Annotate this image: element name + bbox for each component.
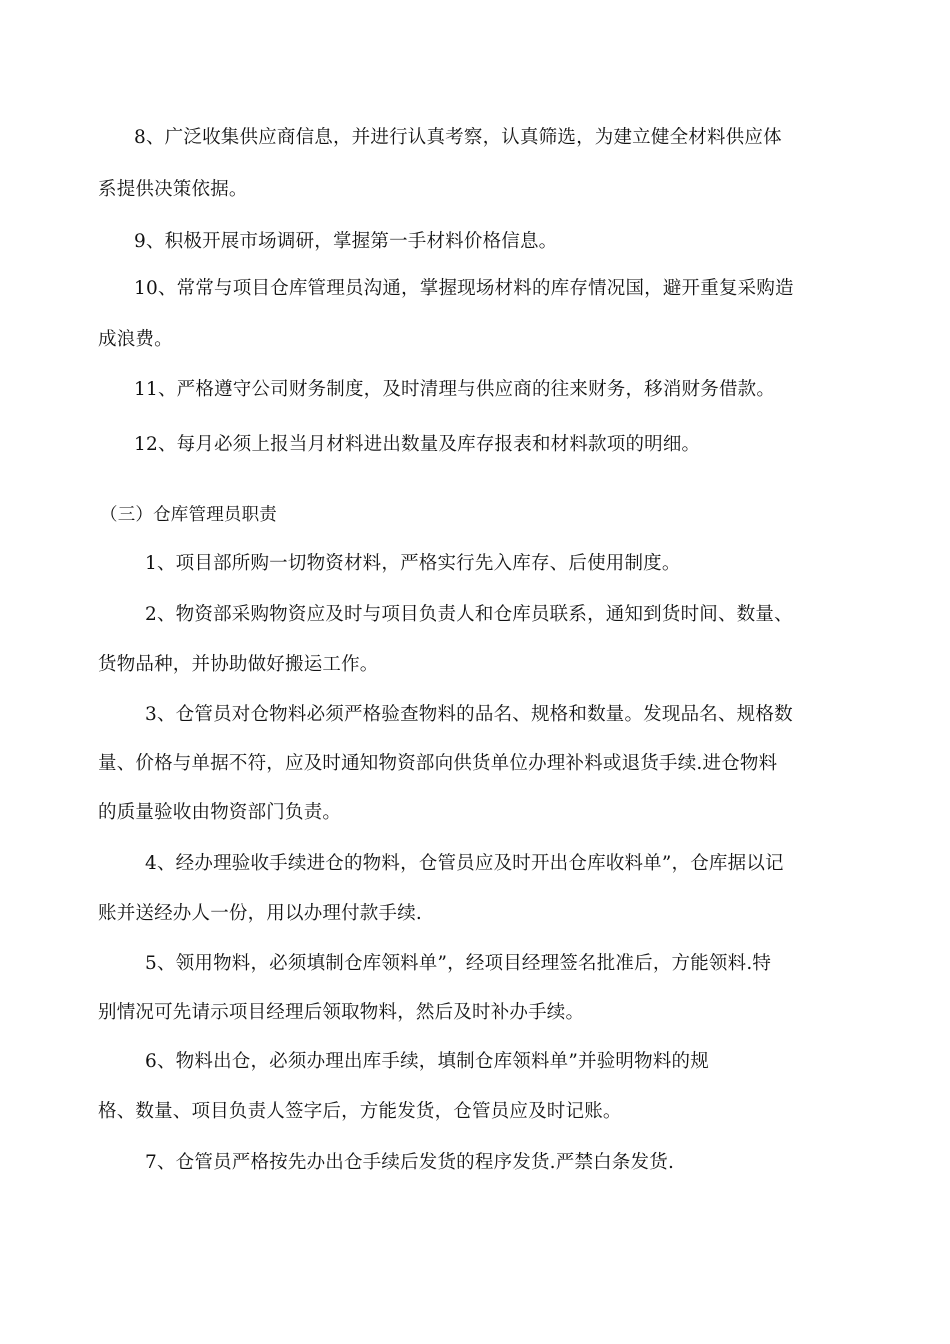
section-heading: （三）仓库管理员职责: [100, 505, 277, 525]
paragraph-9-line-1: 9、积极开展市场调研，掌握第一手材料价格信息。: [134, 231, 558, 252]
paragraph-12-line-1: 12、每月必须上报当月材料进出数量及库存报表和材料款项的明细。: [134, 434, 701, 455]
paragraph-8-line-2: 系提供决策依据。: [98, 179, 248, 200]
duty-3-line-1: 3、仓管员对仓物料必须严格验查物料的品名、规格和数量。发现品名、规格数: [145, 704, 793, 725]
paragraph-10-line-1: 10、常常与项目仓库管理员沟通，掌握现场材料的库存情况国，避开重复采购造: [134, 278, 794, 299]
paragraph-11-line-1: 11、严格遵守公司财务制度，及时清理与供应商的往来财务，移消财务借款。: [134, 379, 776, 400]
duty-6-line-1: 6、物料出仓，必须办理出库手续，填制仓库领料单”并验明物料的规: [145, 1051, 709, 1072]
duty-2-line-1: 2、物资部采购物资应及时与项目负责人和仓库员联系，通知到货时间、数量、: [145, 604, 793, 625]
duty-2-line-2: 货物品种，并协助做好搬运工作。: [98, 654, 379, 675]
duty-4-line-2: 账并送经办人一份，用以办理付款手续.: [98, 903, 422, 924]
paragraph-10-line-2: 成浪费。: [98, 329, 173, 350]
duty-3-line-3: 的质量验收由物资部门负责。: [98, 802, 342, 823]
duty-6-line-2: 格、数量、项目负责人签字后，方能发货，仓管员应及时记账。: [98, 1101, 622, 1122]
duty-1-line-1: 1、项目部所购一切物资材料，严格实行先入库存、后使用制度。: [145, 553, 681, 574]
paragraph-8-line-1: 8、广泛收集供应商信息，并进行认真考察，认真筛选，为建立健全材料供应体: [134, 127, 782, 148]
duty-7-line-1: 7、仓管员严格按先办出仓手续后发货的程序发货.严禁白条发货.: [145, 1152, 675, 1173]
duty-5-line-2: 别情况可先请示项目经理后领取物料，然后及时补办手续。: [98, 1002, 585, 1023]
duty-4-line-1: 4、经办理验收手续进仓的物料，仓管员应及时开出仓库收料单”，仓库据以记: [145, 853, 784, 874]
duty-5-line-1: 5、领用物料，必须填制仓库领料单”，经项目经理签名批准后，方能领料.特: [145, 953, 772, 974]
duty-3-line-2: 量、价格与单据不符，应及时通知物资部向供货单位办理补料或退货手续.进仓物料: [98, 753, 778, 774]
